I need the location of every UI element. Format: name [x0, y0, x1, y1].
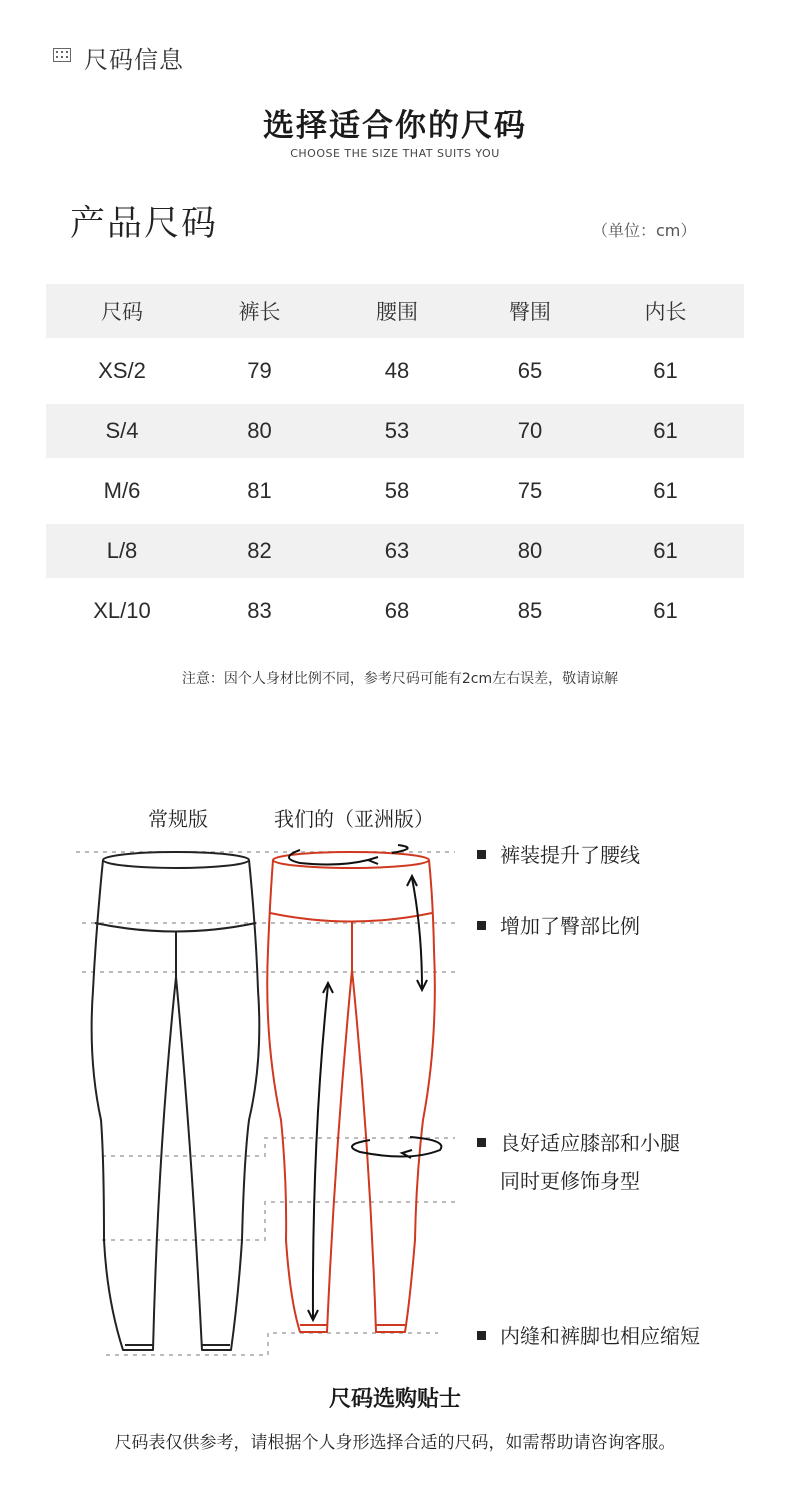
table-cell: 83 [247, 598, 272, 623]
table-header-cell: 臀围 [509, 300, 551, 324]
feature-label: 增加了臀部比例 [500, 914, 640, 938]
guide-lines [76, 852, 455, 1355]
page-title: 选择适合你的尺码 [263, 108, 527, 144]
page-subtitle: CHOOSE THE SIZE THAT SUITS YOU [290, 147, 500, 160]
section-title: 产品尺码 [70, 204, 219, 244]
tips-text: 尺码表仅供参考，请根据个人身形选择合适的尺码，如需帮助请咨询客服。 [114, 1433, 676, 1453]
feature-item [477, 839, 640, 868]
grid-icon [53, 48, 71, 62]
table-cell: 61 [653, 478, 678, 503]
bullet-icon [477, 921, 486, 930]
table-header-row [46, 284, 744, 338]
table-cell: L/8 [106, 538, 138, 563]
feature-item [477, 1127, 680, 1156]
table-row [46, 404, 744, 458]
table-cell: 61 [653, 538, 678, 563]
table-cell: XS/2 [98, 358, 146, 383]
feature-item [477, 910, 640, 939]
feature-label: 裤装提升了腰线 [500, 843, 640, 867]
table-cell: 81 [247, 478, 272, 503]
table-header-cell: 腰围 [376, 300, 418, 324]
table-row [46, 524, 744, 578]
standard-leggings-outline [92, 852, 260, 1350]
table-cell: 61 [653, 358, 678, 383]
table-cell: S/4 [105, 418, 139, 443]
table-cell: 65 [517, 358, 543, 383]
table-row [46, 578, 744, 644]
table-cell: 75 [517, 478, 543, 503]
table-cell: 70 [517, 418, 543, 443]
table-cell: XL/10 [93, 598, 151, 623]
table-row [46, 458, 744, 524]
size-table [46, 284, 744, 644]
leggings-comparison-diagram [0, 830, 790, 1370]
table-cell: 85 [517, 598, 543, 623]
unit-label: （单位：cm） [592, 221, 697, 240]
table-cell: 80 [247, 418, 272, 443]
feature-item [477, 1320, 700, 1349]
table-cell: 48 [384, 358, 410, 383]
feature-label: 良好适应膝部和小腿 [500, 1131, 680, 1155]
table-cell: 58 [384, 478, 410, 503]
table-cell: 82 [247, 538, 272, 563]
bullet-icon [477, 1138, 486, 1147]
table-cell: 61 [653, 598, 678, 623]
table-cell: 79 [247, 358, 272, 383]
measurement-arrows [289, 845, 441, 1320]
label-standard-fit: 常规版 [148, 807, 208, 831]
table-cell: 68 [384, 598, 410, 623]
feature-label: 内缝和裤脚也相应缩短 [500, 1324, 700, 1348]
table-cell: 61 [653, 418, 678, 443]
table-header-cell: 内长 [644, 300, 687, 324]
table-header-cell: 尺码 [101, 300, 143, 324]
header-title: 尺码信息 [84, 46, 184, 74]
size-note: 注意：因个人身材比例不同，参考尺码可能有2cm左右误差，敬请谅解 [181, 671, 619, 687]
feature-label: 同时更修饰身型 [500, 1169, 640, 1193]
tips-title: 尺码选购贴士 [328, 1387, 461, 1412]
table-header-cell: 裤长 [238, 300, 281, 324]
table-row [46, 338, 744, 404]
table-cell: 80 [517, 538, 543, 563]
table-cell: 63 [384, 538, 410, 563]
bullet-icon [477, 850, 486, 859]
bullet-icon [477, 1331, 486, 1340]
label-asian-fit: 我们的（亚洲版） [274, 807, 434, 831]
table-cell: 53 [384, 418, 410, 443]
table-cell: M/6 [103, 478, 141, 503]
